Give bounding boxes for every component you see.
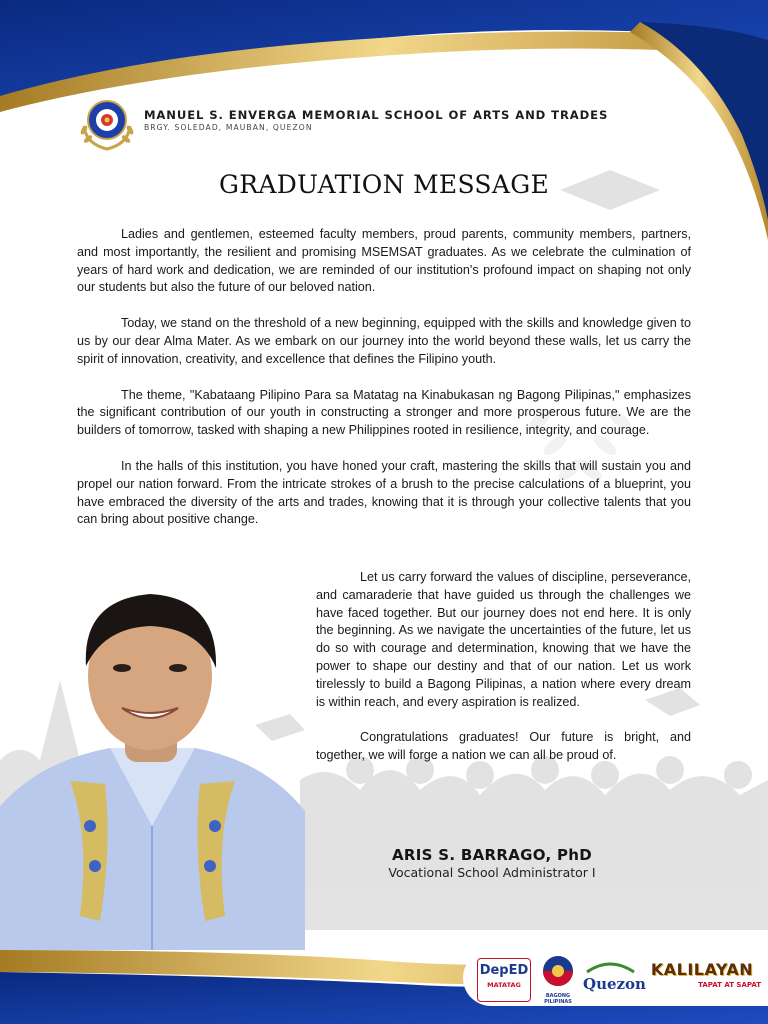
document-title: GRADUATION MESSAGE: [218, 170, 550, 199]
school-header: [78, 96, 638, 152]
signatory-name: ARIS S. BARRAGO, PhD: [391, 846, 593, 864]
message-body-continued: [316, 569, 691, 783]
deped-matatag-logo: DepED MATATAG: [477, 958, 531, 1002]
paragraph: In the halls of this institution, you have honed your craft, mastering the skills that will sustain you and propel our nation forward. From the intricate strokes of a brush to the precise calculations of a blueprint, you have embraced the diversity of the arts and trades, knowing that it is through your collective talents that you can bring about positive change.: [77, 458, 691, 527]
signature-block: [372, 846, 612, 880]
school-seal-icon: [78, 96, 136, 152]
footer-logos: [463, 950, 768, 1006]
administrator-portrait: [0, 576, 305, 950]
signatory-title: Vocational School Administrator I: [388, 865, 596, 880]
sun-icon: [541, 954, 575, 988]
paragraph: The theme, "Kabataang Pilipino Para sa Matatag na Kinabukasan ng Bagong Pilipinas," emphasizes the significant contribution of our youth in constructing a stronger and more prosperous future. We are the builders of tomorrow, tasked with shaping a new Philippines rooted in resilience, integrity, and courage.: [77, 387, 691, 438]
quezon-logo: Quezon: [583, 960, 638, 996]
school-name: MANUEL S. ENVERGA MEMORIAL SCHOOL OF ARTS AND TRADES: [144, 108, 609, 122]
laurel-icon: [583, 960, 638, 974]
paragraph: Let us carry forward the values of discipline, perseverance, and camaraderie that have guided us through the challenges we have faced together. But our journey does not end here. It is only the beginning. As we navigate the uncertainties of the future, let us do so with courage and determination, knowing that we have the power to shape our destiny and that of our nation. Let us work tirelessly to build a Bagong Pilipinas, a nation where every dream is within reach, and every aspiration is realized.: [316, 570, 691, 709]
paragraph: Congratulations graduates! Our future is bright, and together, we will forge a nation we can all be proud of.: [316, 730, 691, 763]
bagong-pilipinas-logo: BAGONG PILIPINAS: [535, 954, 581, 1005]
school-address: BRGY. SOLEDAD, MAUBAN, QUEZON: [144, 123, 313, 132]
kalilayan-logo: KALILAYAN TAPAT AT SAPAT: [650, 960, 761, 989]
message-body: [77, 226, 691, 547]
paragraph: Ladies and gentlemen, esteemed faculty members, proud parents, community members, partners, and most importantly, the resilient and promising MSEMSAT graduates. As we celebrate the culmination of years of hard work and dedication, we are reminded of our institution's profound impact on shaping not only our students but also the future of our beloved nation.: [77, 227, 691, 295]
paragraph: Today, we stand on the threshold of a new beginning, equipped with the skills and knowledge given to us by our dear Alma Mater. As we embark on our journey into the world beyond these walls, let us carry the spirit of innovation, creativity, and excellence that defines the Filipino youth.: [77, 316, 691, 366]
